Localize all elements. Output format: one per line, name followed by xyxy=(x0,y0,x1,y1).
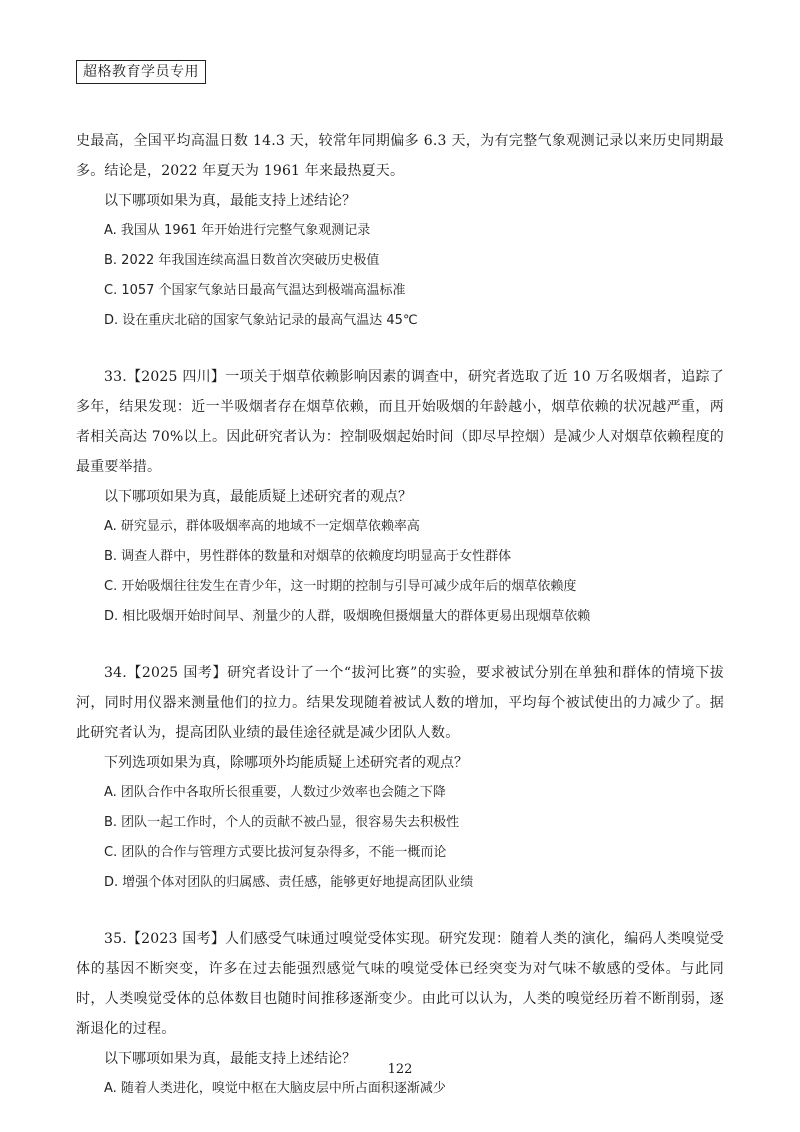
question-stem: 以下哪项如果为真，最能质疑上述研究者的观点？ xyxy=(104,489,412,505)
option-a: A. 研究显示，群体吸烟率高的地域不一定烟草依赖率高 xyxy=(104,519,420,534)
option-c: C. 团队的合作与管理方式要比拔河复杂得多，不能一概而论 xyxy=(104,845,447,860)
option-c: C. 开始吸烟往往发生在青少年，这一时期的控制与引导可减少成年后的烟草依赖度 xyxy=(104,579,577,594)
question-stem: 以下哪项如果为真，最能支持上述结论？ xyxy=(104,193,356,209)
page-number: 122 xyxy=(387,1062,413,1077)
question-text: 35.【2023 国考】人们感受气味通过嗅觉受体实现。研究发现：随着人类的演化，编码人类嗅觉受体的基因不断突变，许多在过去能强烈感觉气味的嗅觉受体已经突变为对气味不敏感的受体。与此同时，人类嗅觉受体的总体数目也随时间推移逐渐变少。由此可以认为，人类的嗅觉经历着不断削弱，逐渐退化的过程。 xyxy=(76,931,724,1037)
question-continuation xyxy=(76,126,724,336)
option-d: D. 增强个体对团队的归属感、责任感，能够更好地提高团队业绩 xyxy=(104,875,474,890)
option-list xyxy=(76,1074,724,1104)
question-35 xyxy=(76,924,724,1104)
option-b: B. 调查人群中，男性群体的数量和对烟草的依赖度均明显高于女性群体 xyxy=(104,549,512,564)
option-a: A. 随着人类进化，嗅觉中枢在大脑皮层中所占面积逐渐减少 xyxy=(104,1081,446,1096)
option-b: B. 2022 年我国连续高温日数首次突破历史极值 xyxy=(104,253,380,268)
page-content xyxy=(76,126,724,1104)
option-c: C. 1057 个国家气象站日最高气温达到极端高温标准 xyxy=(104,283,406,298)
option-list xyxy=(76,216,724,336)
option-a: A. 我国从 1961 年开始进行完整气象观测记录 xyxy=(104,223,371,238)
question-33 xyxy=(76,362,724,632)
question-stem: 以下哪项如果为真，最能支持上述结论？ xyxy=(104,1051,356,1067)
question-text: 33.【2025 四川】一项关于烟草依赖影响因素的调查中，研究者选取了近 10 万名吸烟者，追踪了多年，结果发现：近一半吸烟者存在烟草依赖，而且开始吸烟的年龄越小，烟草依赖的状况越严重，两者相关高达 70%以上。因此研究者认为：控制吸烟起始时间（即尽早控烟）是减少人对烟草依赖程度的最重要举措。 xyxy=(76,369,724,475)
option-b: B. 团队一起工作时，个人的贡献不被凸显，很容易失去积极性 xyxy=(104,815,460,830)
question-text: 史最高，全国平均高温日数 14.3 天，较常年同期偏多 6.3 天，为有完整气象观测记录以来历史同期最多。结论是，2022 年夏天为 1961 年来最热夏天。 xyxy=(76,133,724,179)
option-d: D. 相比吸烟开始时间早、剂量少的人群，吸烟晚但摄烟量大的群体更易出现烟草依赖 xyxy=(104,609,591,624)
option-d: D. 设在重庆北碚的国家气象站记录的最高气温达 45℃ xyxy=(104,313,418,328)
option-a: A. 团队合作中各取所长很重要，人数过少效率也会随之下降 xyxy=(104,785,446,800)
header-stamp: 超格教育学员专用 xyxy=(76,60,206,84)
question-text: 34.【2025 国考】研究者设计了一个“拔河比赛”的实验，要求被试分别在单独和群体的情境下拔河，同时用仪器来测量他们的拉力。结果发现随着被试人数的增加，平均每个被试使出的力减少了。据此研究者认为，提高团队业绩的最佳途径就是减少团队人数。 xyxy=(76,665,724,741)
option-list xyxy=(76,778,724,898)
question-34 xyxy=(76,658,724,898)
question-stem: 下列选项如果为真，除哪项外均能质疑上述研究者的观点？ xyxy=(104,755,468,771)
option-list xyxy=(76,512,724,632)
